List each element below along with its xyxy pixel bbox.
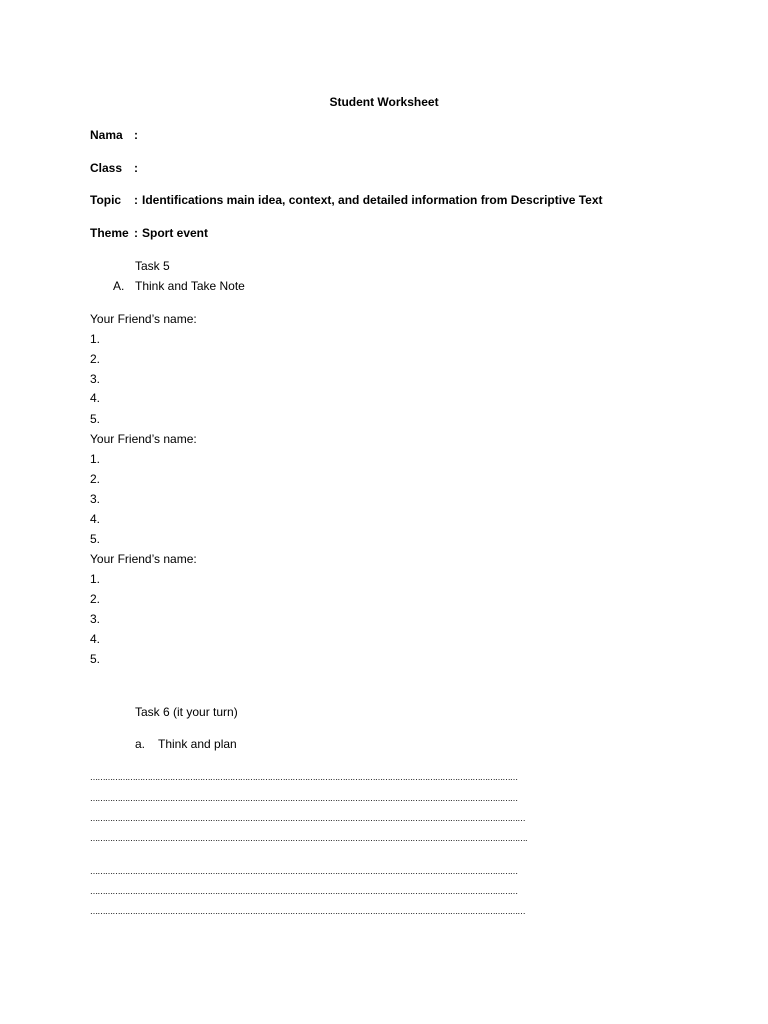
field-separator-topic: :	[134, 193, 138, 207]
dotted-writing-line: ………………………………………………………………………………………………………………………………………………………….	[90, 834, 528, 843]
list-item: 1.	[90, 572, 101, 586]
list-item: 1.	[90, 332, 101, 346]
field-label-topic: Topic	[90, 193, 122, 207]
list-item: 2.	[90, 472, 101, 486]
list-item: 5.	[90, 652, 101, 666]
list-item: 5.	[90, 412, 101, 426]
field-label-class: Class	[90, 161, 123, 175]
list-item: 3.	[90, 612, 101, 626]
friend-list-label: Your Friend’s name:	[90, 432, 197, 446]
task6-item-text: Think and plan	[158, 737, 237, 751]
task5-item-text: Think and Take Note	[135, 279, 245, 293]
list-item: 2.	[90, 592, 101, 606]
dotted-writing-line: ………………………………………………………………………………………………………………………………………………………	[90, 773, 518, 782]
list-item: 5.	[90, 532, 101, 546]
field-value-theme: Sport event	[142, 226, 209, 240]
field-value-topic: Identifications main idea, context, and detailed information from Descriptive Text	[142, 193, 603, 207]
dotted-writing-line: ………………………………………………………………………………………………………………………………………………………	[90, 794, 518, 803]
page-title: Student Worksheet	[329, 95, 439, 109]
list-item: 4.	[90, 391, 101, 405]
task5-item-letter: A.	[113, 279, 125, 293]
list-item: 3.	[90, 492, 101, 506]
task6-item-letter: a.	[135, 737, 146, 751]
field-label-theme: Theme	[90, 226, 129, 240]
task5-heading: Task 5	[135, 259, 170, 273]
task6-heading: Task 6 (it your turn)	[135, 705, 238, 719]
dotted-writing-line: …………………………………………………………………………………………………………………………………………………………	[90, 814, 525, 823]
list-item: 2.	[90, 352, 101, 366]
field-label-nama: Nama	[90, 128, 123, 142]
list-item: 4.	[90, 512, 101, 526]
dotted-writing-line: ………………………………………………………………………………………………………………………………………………………	[90, 867, 518, 876]
field-separator-nama: :	[134, 128, 138, 142]
friend-list-label: Your Friend’s name:	[90, 312, 197, 326]
dotted-writing-line: …………………………………………………………………………………………………………………………………………………………	[90, 907, 525, 916]
list-item: 4.	[90, 632, 101, 646]
list-item: 1.	[90, 452, 101, 466]
list-item: 3.	[90, 372, 101, 386]
friend-list-label: Your Friend’s name:	[90, 552, 197, 566]
field-separator-theme: :	[134, 226, 138, 240]
field-separator-class: :	[134, 161, 138, 175]
dotted-writing-line: ………………………………………………………………………………………………………………………………………………………	[90, 887, 518, 896]
